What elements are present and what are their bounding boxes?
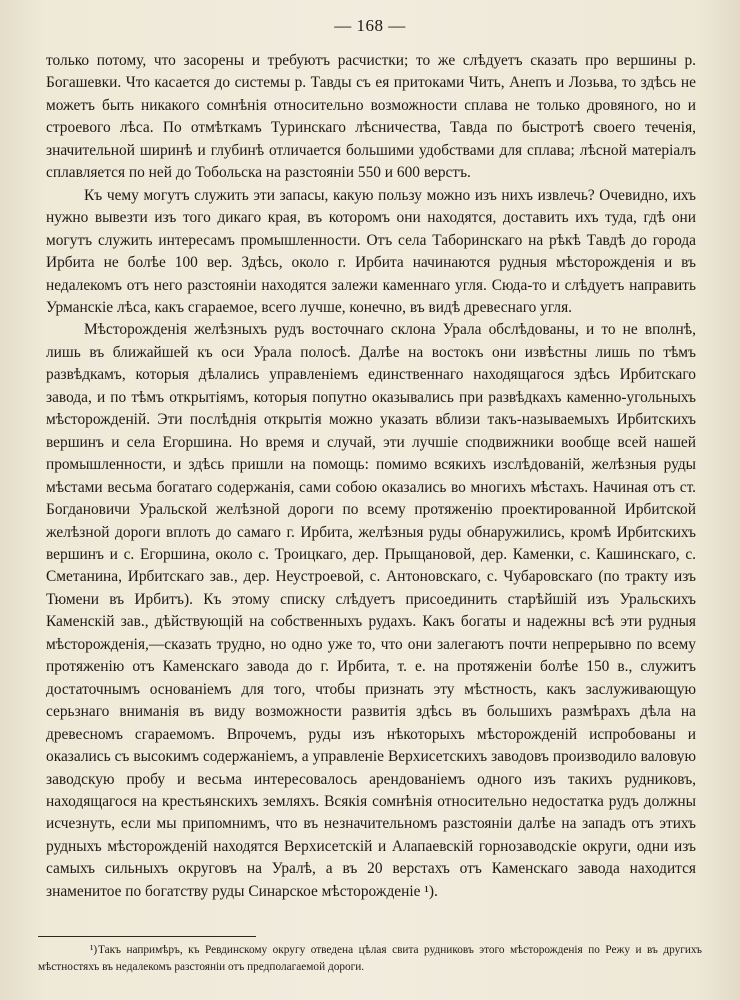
paragraph-3: Мѣсторожденія желѣзныхъ рудъ восточнаго склона Урала обслѣдованы, и то не вполнѣ, лишь въ ближайшей къ оси Урала полосѣ. Далѣе на востокъ они извѣстны лишь по тѣмъ развѣдкамъ, которыя дѣлались управленіемъ единственнаго находящагося здѣсь Ирбитскаго завода, и по тѣмъ открытіямъ, которыя попутно оказывались при развѣдкахъ каменно-угольныхъ мѣсторожденій. Эти послѣднія открытія можно указать вблизи такъ-называемыхъ Ирбитскихъ вершинъ и села Егоршина. Но время и случай, эти лучшіе сподвижники вообще всей нашей промышленности, и здѣсь пришли на помощь: помимо всякихъ изслѣдованій, желѣзныя руды мѣстами весьма богатаго содержанія, сами собою оказались во многихъ мѣстахъ. Начиная отъ ст. Богдановичи Уральской желѣзной дороги по всему протяженію проектированной Ирбитской желѣзной дороги вплоть до самаго г. Ирбита, желѣзныя руды обнаружились, кромѣ Ирбитскихъ вершинъ и с. Егоршина, около с. Троицкаго, дер. Прыщановой, дер. Каменки, с. Кашинскаго, с. Сметанина, Ирбитскаго зав., дер. Неустроевой, с. Антоновскаго, с. Чубаровскаго (по тракту изъ Тюмени въ Ирбитъ). Къ этому списку слѣдуетъ присоединить старѣйшій изъ Уральскихъ Каменскій зав., дѣйствующій на собственныхъ рудахъ. Какъ богаты и надежны всѣ эти рудныя мѣсторожденія,—сказать трудно, но одно уже то, что они залегаютъ почти непрерывно по всему протяженію отъ Каменскаго завода до г. Ирбита, т. е. на протяженіи болѣе 150 в., служитъ достаточнымъ основаніемъ для того, чтобы признать эту мѣстность, какъ заслуживающую серьзнаго вниманія въ виду возможности развитія здѣсь въ большихъ размѣрахъ дѣла на древесномъ сгараемомъ. Впрочемъ, руды изъ нѣкоторыхъ мѣсторожденій испробованы и оказались съ высокимъ содержаніемъ, а управленіе Верхисетскихъ заводовъ производило валовую заводскую пробу и весьма интересовалось арендованіемъ одного изъ такихъ рудниковъ, находящагося на крестьянскихъ земляхъ. Всякія сомнѣнія относительно недостатка рудъ должны исчезнуть, если мы припомнимъ, что въ незначительномъ разстояніи далѣе на западъ отъ этихъ рудныхъ мѣсторожденій находятся Верхисетскій и Алапаевскій горнозаводскіе округи, одни изъ самыхъ сильныхъ округовъ на Уралѣ, а въ 20 верстахъ отъ Каменскаго завода находится знаменитое по богатству руды Синарское мѣсторожденіе ¹). [46,321,696,900]
footnote-text: Такъ напримѣръ, къ Ревдинскому округу отведена цѣлая свита рудниковъ этого мѣсторожденія по Режу и въ другихъ мѣстностяхъ въ недалекомъ разстояніи отъ предполагаемой дороги. [38,944,702,973]
footnote-mark: ¹) [90,944,98,956]
paragraph-2: Къ чему могутъ служить эти запасы, какую пользу можно изъ нихъ извлечь? Очевидно, ихъ нужно вывезти изъ того дикаго края, въ которомъ они находятся, доставить ихъ туда, гдѣ они могутъ служить интересамъ промышленности. Отъ села Таборинскаго на рѣкѣ Тавдѣ до города Ирбита не болѣе 100 вер. Здѣсь, около г. Ирбита начинаются рудныя мѣсторожденія и въ недалекомъ отъ него разстояніи находятся залежи каменнаго угля. Сюда-то и слѣдуетъ направить Урманскіе лѣса, какъ сгараемое, всего лучше, конечно, въ видѣ древеснаго угля. [46,186,696,316]
footnote-divider [38,936,256,937]
footnote [38,942,702,976]
page-number: — 168 — [334,16,406,35]
paragraph-1: только потому, что засорены и требуютъ расчистки; то же слѣдуетъ сказать про вершины р. Богашевки. Что касается до системы р. Тавды съ ея притоками Чить, Анепъ и Лозьва, то здѣсь не можетъ быть никакого сомнѣнія относительно возможности сплава не только дровяного, но и строевого лѣса. По отмѣткамъ Туринскаго лѣсничества, Тавда по быстротѣ своего теченія, значительной ширинѣ и глубинѣ отличается большими удобствами для сплава; лѣсной матеріалъ сплавляется по ней до Тобольска на разстояніи 550 и 600 верстъ. [46,52,696,182]
body-text [46,50,696,903]
